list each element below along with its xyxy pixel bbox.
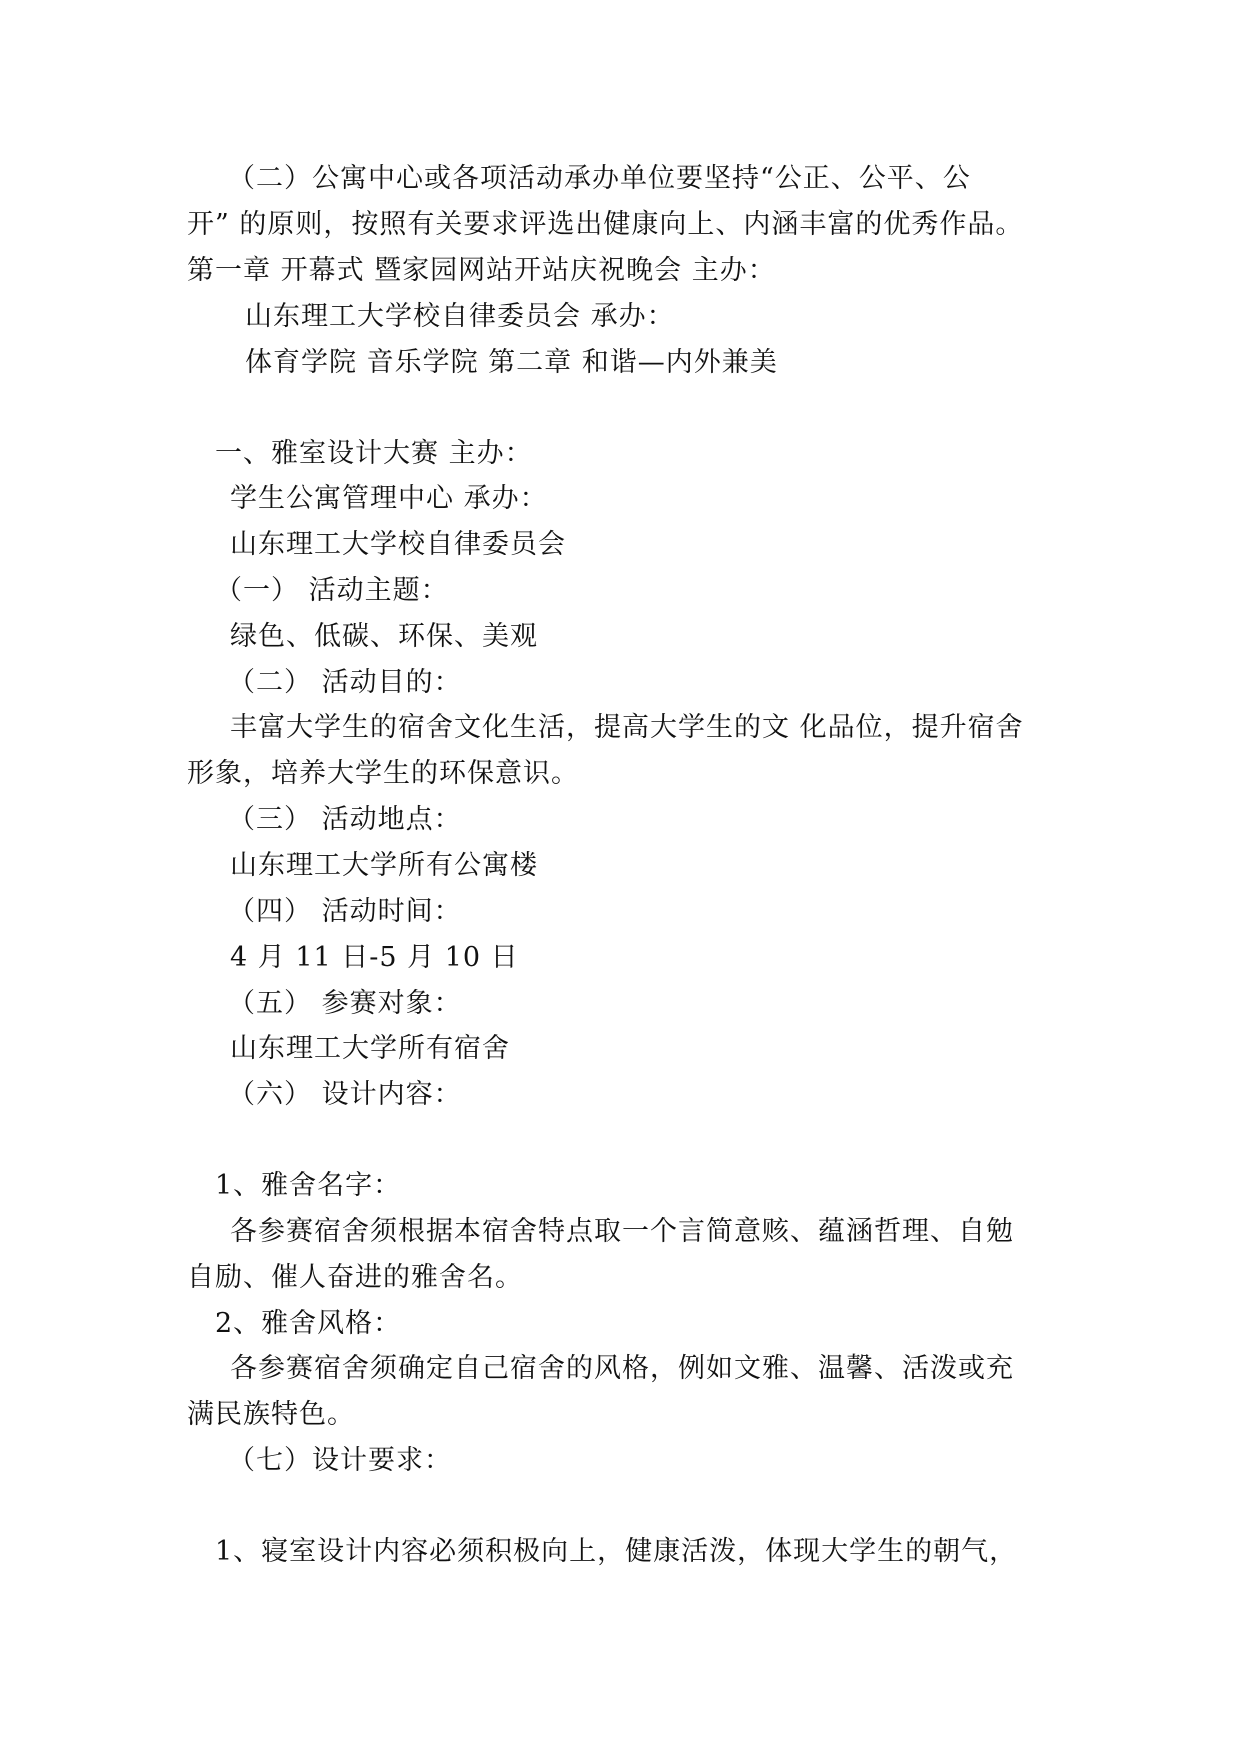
subsection-heading: （三） 活动地点：: [228, 804, 462, 835]
text-line: 山东理工大学校自律委员会 承办：: [245, 301, 675, 332]
subsection-heading: （四） 活动时间：: [228, 896, 462, 927]
section-heading: 一、雅室设计大赛 主办：: [215, 438, 533, 469]
text-line: 各参赛宿舍须确定自己宿舍的风格，例如文雅、温馨、活泼或充: [230, 1353, 1014, 1384]
text-line: （二）公寓中心或各项活动承办单位要坚持“公正、公平、公: [228, 163, 971, 194]
text-line: 山东理工大学所有宿舍: [230, 1033, 510, 1064]
subsection-heading: （五） 参赛对象：: [228, 988, 462, 1019]
subsection-heading: （六） 设计内容：: [228, 1079, 462, 1110]
text-line: 自励、催人奋进的雅舍名。: [187, 1262, 523, 1293]
subsection-heading: （七）设计要求：: [228, 1445, 452, 1476]
text-line: 学生公寓管理中心 承办：: [230, 483, 548, 514]
item-heading: 1、雅舍名字：: [215, 1170, 402, 1201]
text-line: 山东理工大学所有公寓楼: [230, 850, 538, 881]
text-line: 4 月 11 日-5 月 10 日: [230, 942, 519, 973]
text-line: 丰富大学生的宿舍文化生活，提高大学生的文 化品位，提升宿舍: [230, 712, 1024, 743]
text-line: 山东理工大学校自律委员会: [230, 529, 566, 560]
text-line: 各参赛宿舍须根据本宿舍特点取一个言简意赅、蕴涵哲理、自勉: [230, 1216, 1014, 1247]
text-line: 开” 的原则，按照有关要求评选出健康向上、内涵丰富的优秀作品。: [187, 209, 1024, 240]
text-line: 绿色、低碳、环保、美观: [230, 621, 538, 652]
text-line: 满民族特色。: [187, 1399, 355, 1430]
chapter-heading: 第一章 开幕式 暨家园网站开站庆祝晚会 主办：: [187, 255, 776, 286]
item-heading: 2、雅舍风格：: [215, 1308, 402, 1339]
text-line: 1、寝室设计内容必须积极向上，健康活泼，体现大学生的朝气，: [215, 1536, 1018, 1567]
text-line: 体育学院 音乐学院 第二章 和谐—内外兼美: [245, 347, 778, 378]
text-line: 形象，培养大学生的环保意识。: [187, 758, 579, 789]
subsection-heading: （二） 活动目的：: [228, 667, 462, 698]
subsection-heading: （一） 活动主题：: [215, 575, 449, 606]
